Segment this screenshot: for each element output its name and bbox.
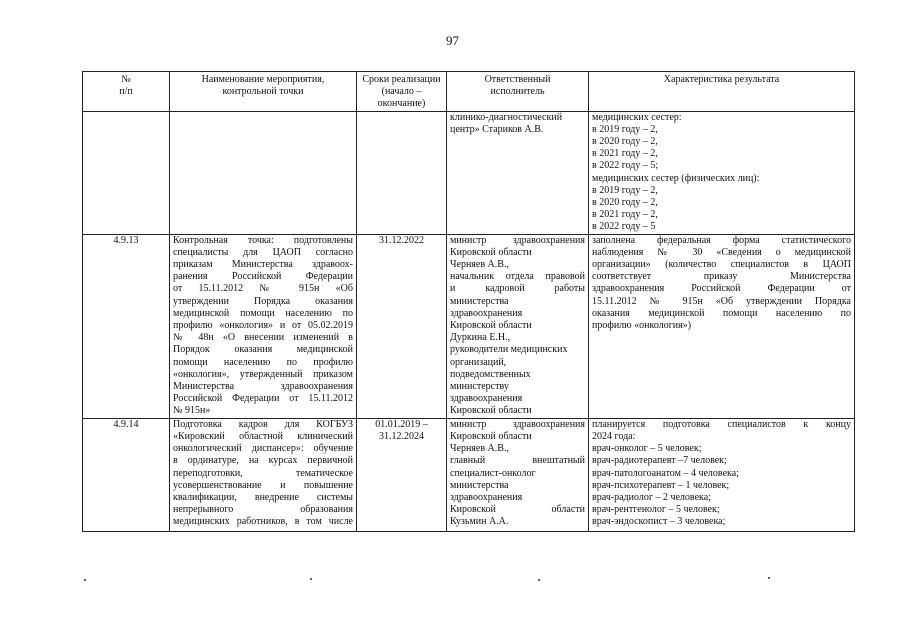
header-executor: Ответственный исполнитель <box>447 72 589 112</box>
cell-terms: 31.12.2022 <box>357 234 447 418</box>
cell-name: Контрольная точка: подготовлены специалисты для ЦАОП согласно приказам Министерства здравоох- ранения Российской Федерации от 15.11.2012 № 915н «Об утверждении Порядка оказания медицинской помощи населению по профилю «онкология» и от 05.02.2019 № 48н «О внесении изменений в Порядок оказания медицинской помощи населению по профилю «онкология», утвержденный приказом Министерства здравоохранения Российской Федерации от 15.11.2012 № 915н» <box>170 234 357 418</box>
cell-executor: клинико-диагностический центр» Стариков А.В. <box>447 111 589 234</box>
table-header-row <box>83 72 855 112</box>
page-number: 97 <box>446 33 459 48</box>
table-row <box>83 418 855 531</box>
cell-num: 4.9.14 <box>83 418 170 531</box>
cell-executor: министр здравоохранения Кировской области Черняев А.В., главный внештатный специалист-онколог министерства здравоохранения Кировской области Кузьмин А.А. <box>447 418 589 531</box>
cell-result: заполнена федеральная форма статистического наблюдения № 30 «Сведения о медицинской организации» (количество специалистов в ЦАОП соответствует приказу Министерства здравоохранения Российской Федерации от 15.11.2012 № 915н «Об утверждении Порядка оказания медицинской помощи населению по профилю «онкология») <box>589 234 855 418</box>
scan-dot <box>768 577 770 579</box>
cell-result: планируется подготовка специалистов к концу 2024 года: врач-онколог – 5 человек; врач-радиотерапевт –7 человек; врач-патологоанатом – 4 человека; врач-психотерапевт – 1 человек; врач-радиолог – 2 человека; врач-рентгенолог – 5 человек; врач-эндоскопист – 3 человека; <box>589 418 855 531</box>
header-num: № п/п <box>83 72 170 112</box>
measures-table <box>82 71 855 532</box>
table-row <box>83 234 855 418</box>
header-result: Характеристика результата <box>589 72 855 112</box>
cell-result: медицинских сестер: в 2019 году – 2, в 2020 году – 2, в 2021 году – 2, в 2022 году – 5; медицинских сестер (физических лиц): в 2019 году – 2, в 2020 году – 2, в 2021 году – 2, в 2022 году – 5 <box>589 111 855 234</box>
scan-artifact-dots <box>0 577 905 583</box>
header-name: Наименование мероприятия, контрольной точки <box>170 72 357 112</box>
scan-dot <box>310 578 312 580</box>
cell-terms <box>357 111 447 234</box>
table-row <box>83 111 855 234</box>
cell-executor: министр здравоохранения Кировской области Черняев А.В., начальник отдела правовой и кадровой работы министерства здравоохранения Кировской области Дуркина Е.Н., руководители медицинских организаций, подведомственных министерству здравоохранения Кировской области <box>447 234 589 418</box>
scan-dot <box>84 579 86 581</box>
cell-name <box>170 111 357 234</box>
scan-dot <box>538 579 540 581</box>
cell-terms: 01.01.2019 – 31.12.2024 <box>357 418 447 531</box>
cell-name: Подготовка кадров для КОГБУЗ «Кировский областной клинический онкологический диспансер»: обучение в ординатуре, на курсах первичной переподготовки, тематическое усовершенствование и повышение квалификации, внедрение системы непрерывного образования медицинских работников, в том числе <box>170 418 357 531</box>
cell-num: 4.9.13 <box>83 234 170 418</box>
header-terms: Сроки реализации (начало – окончание) <box>357 72 447 112</box>
cell-num <box>83 111 170 234</box>
